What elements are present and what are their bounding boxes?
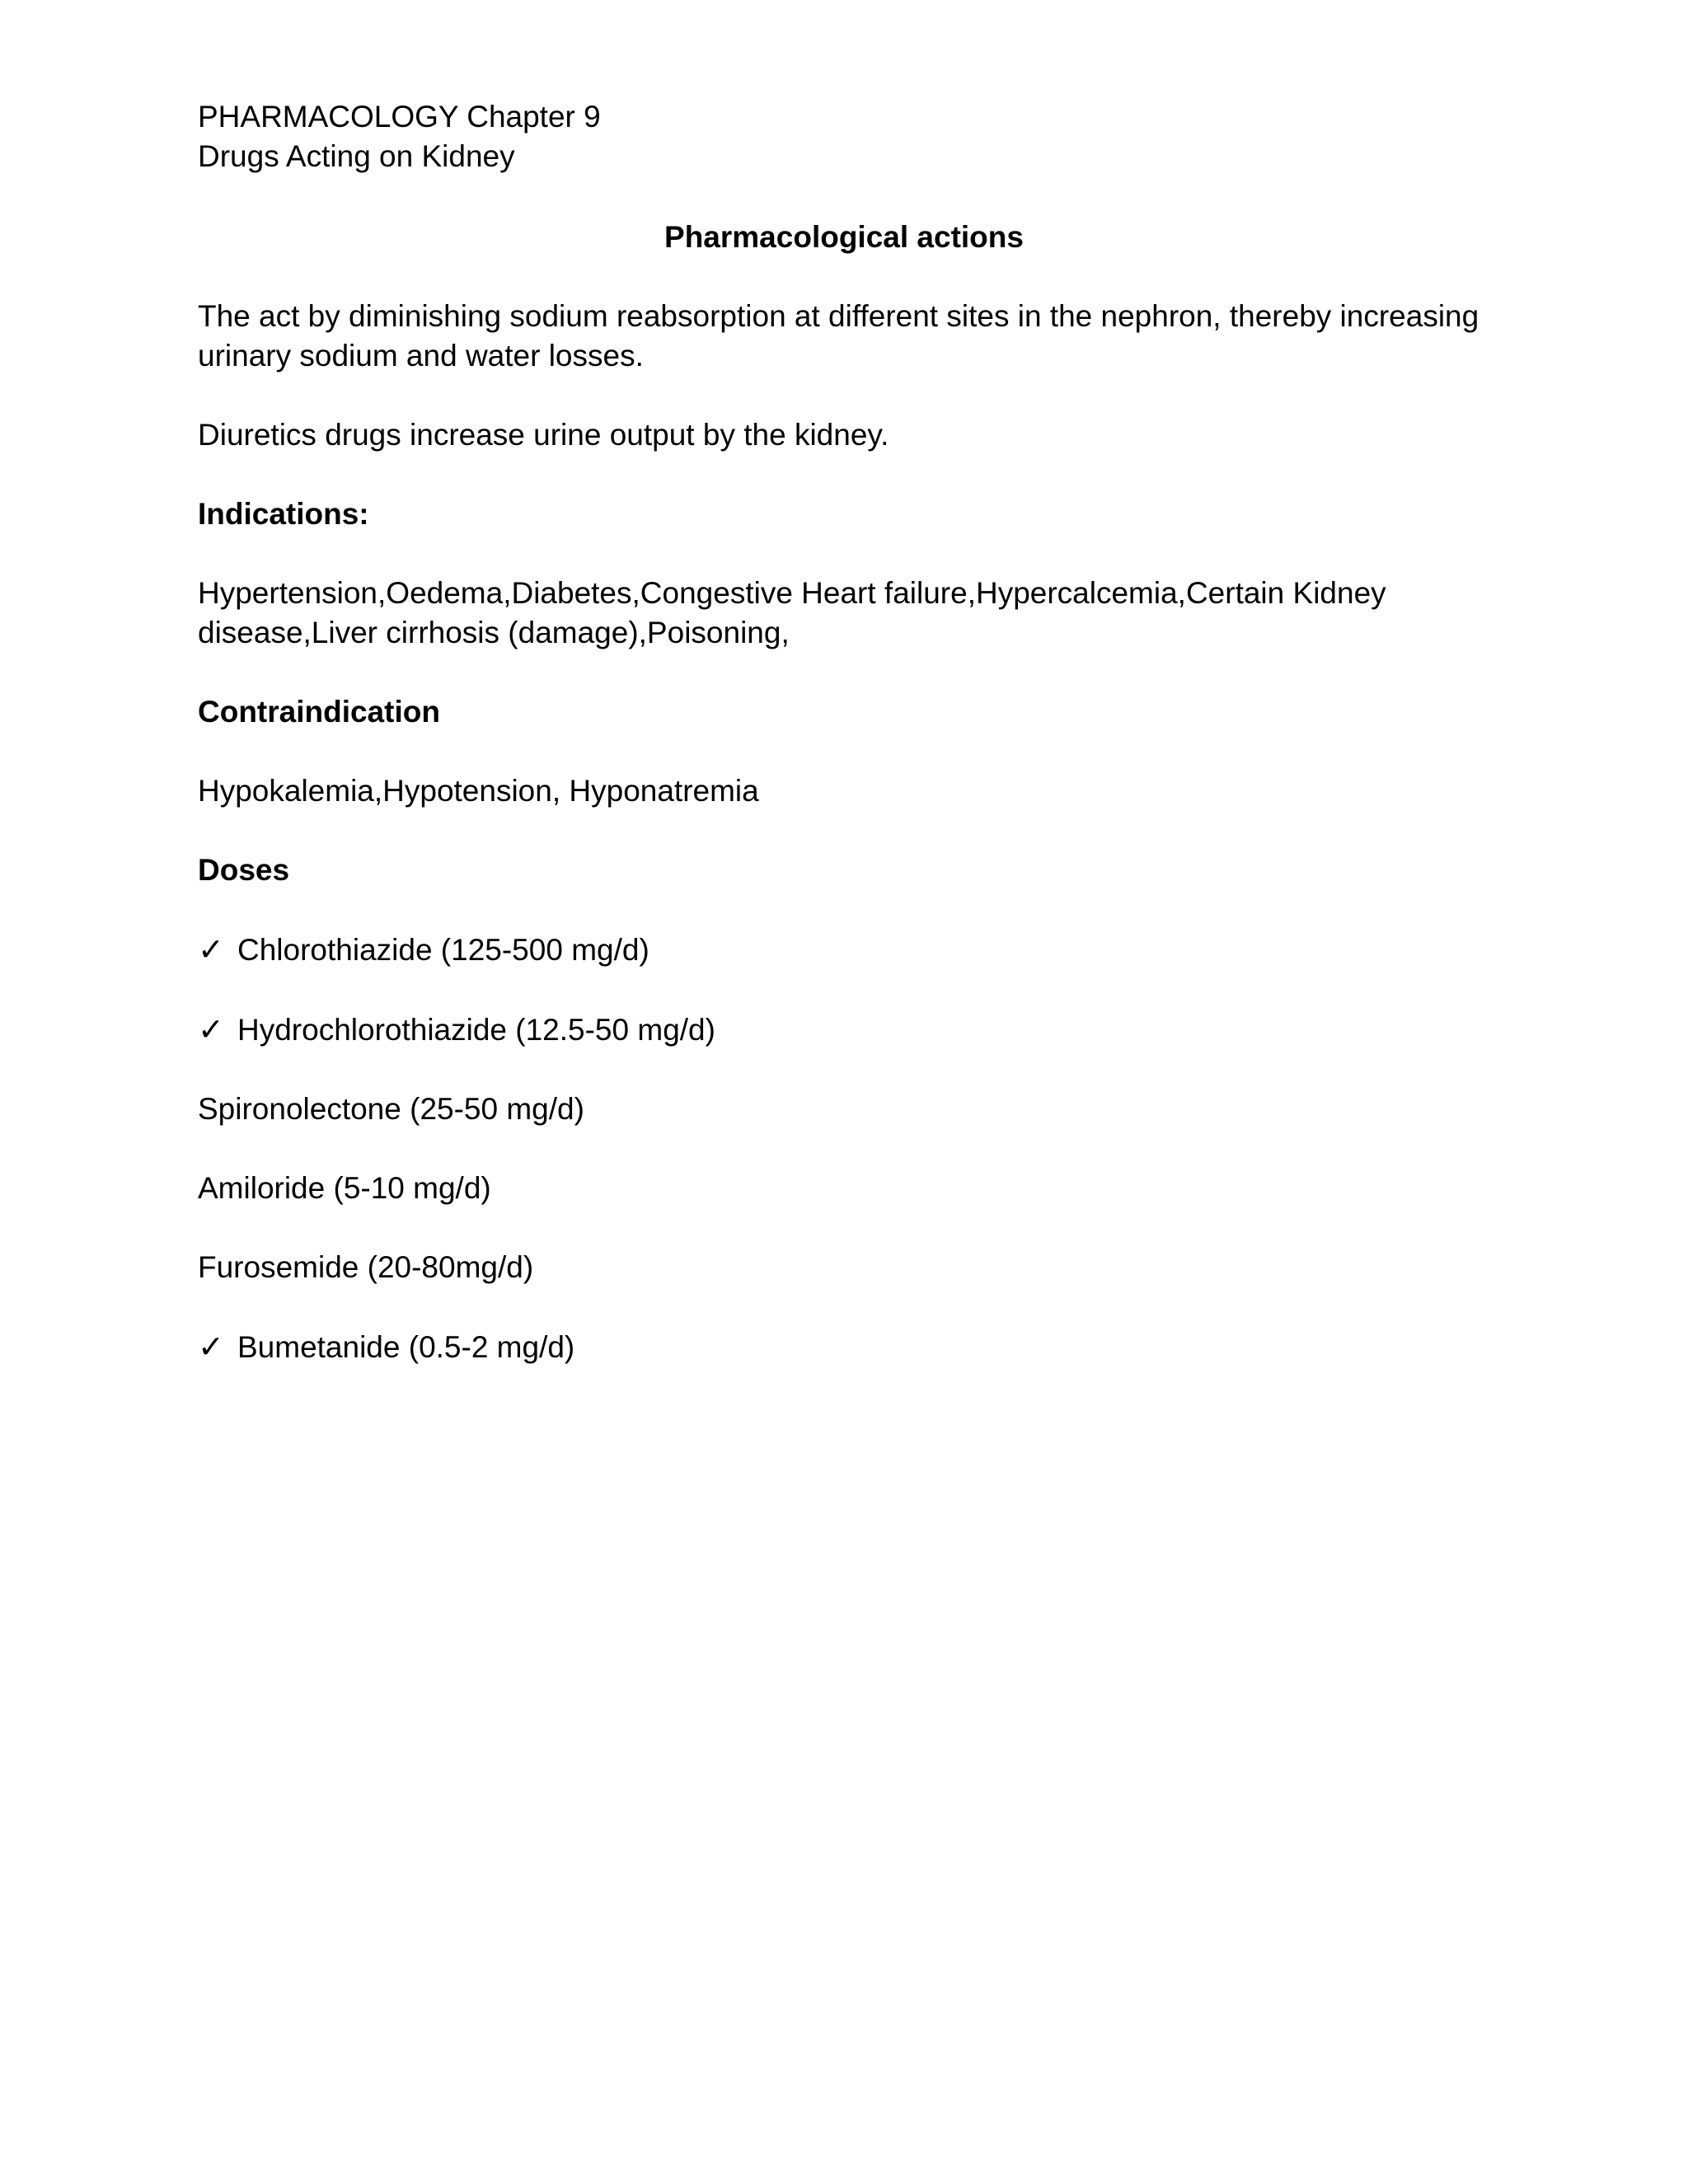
- chapter-title: PHARMACOLOGY Chapter 9: [198, 100, 601, 134]
- section-title: Pharmacological actions: [664, 220, 1024, 254]
- dose-text: Amiloride (5-10 mg/d): [198, 1171, 491, 1205]
- dose-text: Spironolectone (25-50 mg/d): [198, 1092, 584, 1126]
- document-page: [198, 97, 1490, 1367]
- doses-list: [198, 930, 1490, 1367]
- chapter-subtitle: Drugs Acting on Kidney: [198, 139, 515, 173]
- check-icon: ✓: [198, 1011, 224, 1047]
- dose-text: Chlorothiazide (125-500 mg/d): [237, 933, 649, 967]
- dose-item-chlorothiazide: [198, 930, 1490, 970]
- dose-text: Hydrochlorothiazide (12.5-50 mg/d): [237, 1013, 715, 1047]
- indications-heading: Indications:: [198, 497, 369, 531]
- dose-item-furosemide: [198, 1248, 1490, 1287]
- contraindication-text: Hypokalemia,Hypotension, Hyponatremia: [198, 774, 759, 808]
- dose-item-spironolectone: [198, 1090, 1490, 1129]
- indications-text: Hypertension,Oedema,Diabetes,Congestive Heart failure,Hypercalcemia,Certain Kidney disease,Liver cirrhosis (damage),Poisoning,: [198, 576, 1386, 649]
- check-icon: ✓: [198, 1329, 224, 1365]
- dose-item-bumetanide: [198, 1327, 1490, 1367]
- paragraph-diuretics: Diuretics drugs increase urine output by the kidney.: [198, 418, 889, 452]
- dose-text: Bumetanide (0.5-2 mg/d): [237, 1330, 575, 1364]
- dose-item-amiloride: [198, 1169, 1490, 1208]
- check-icon: ✓: [198, 931, 224, 968]
- paragraph-mechanism: The act by diminishing sodium reabsorption at different sites in the nephron, thereby increasing urinary sodium and water losses.: [198, 299, 1479, 373]
- dose-text: Furosemide (20-80mg/d): [198, 1250, 534, 1284]
- contraindication-heading: Contraindication: [198, 695, 440, 729]
- dose-item-hydrochlorothiazide: [198, 1010, 1490, 1050]
- doses-heading: Doses: [198, 853, 290, 887]
